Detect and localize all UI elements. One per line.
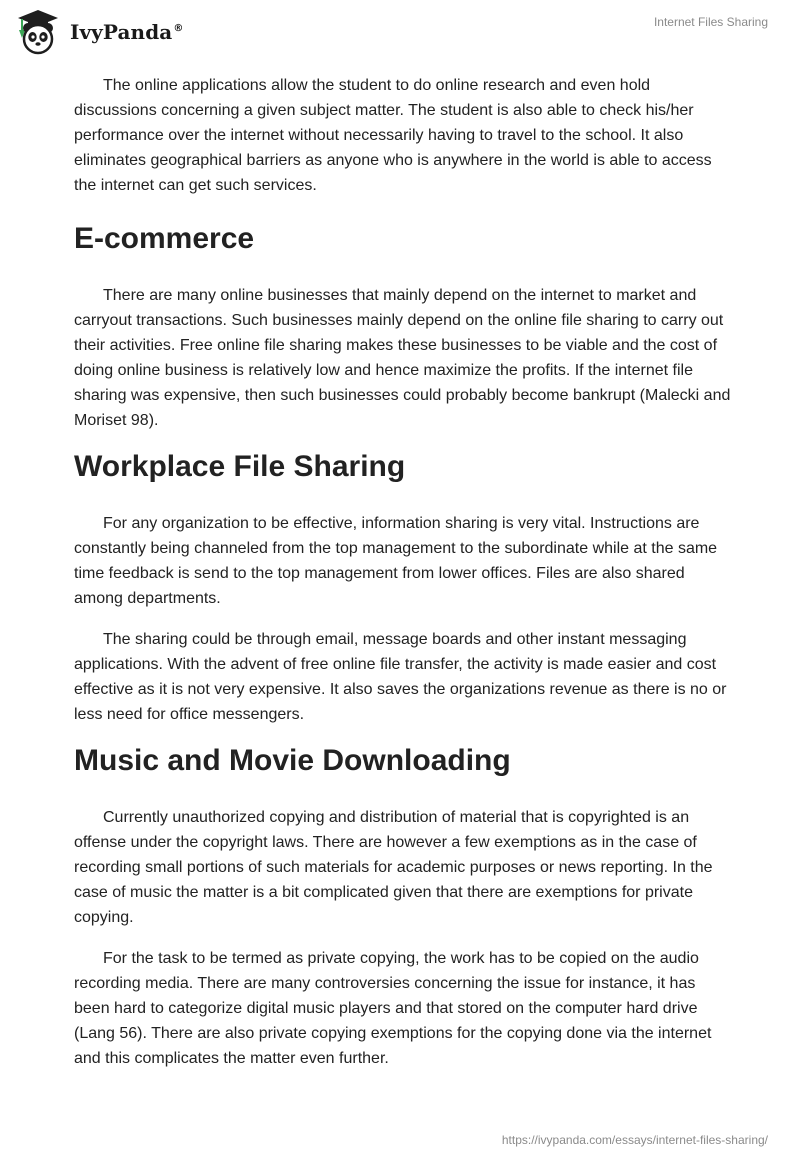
page-header <box>0 0 800 60</box>
essay-content <box>74 73 734 1087</box>
intro-paragraph: The online applications allow the student to do online research and even hold discussions concerning a given subject matter. The student is also able to check his/her performance over the internet without necessarily having to travel to the school. It also eliminates geographical barriers as anyone who is anywhere in the world is able to access the internet can get such services. <box>74 77 712 194</box>
workplace-paragraph-1: For any organization to be effective, information sharing is very vital. Instructions are constantly being channeled from the top management to the subordinate while at the same time feedback is send to the top management from lower offices. Files are also shared among departments. <box>74 515 718 607</box>
source-url[interactable]: https://ivypanda.com/essays/internet-files-sharing/ <box>501 1133 768 1147</box>
section-heading-ecommerce: E-commerce <box>74 222 255 255</box>
section-heading-music: Music and Movie Downloading <box>74 744 511 777</box>
panda-graduation-cap-icon <box>14 8 62 56</box>
music-paragraph-2: For the task to be termed as private copying, the work has to be copied on the audio recording media. There are many controversies concerning the issue for instance, it has been hard to categorize digital music players and that stored on the computer hard drive (Lang 56). There are also private copying exemptions for the copying done via the internet and this complicates the matter even further. <box>74 950 712 1067</box>
section-heading-workplace: Workplace File Sharing <box>74 450 406 483</box>
ivypanda-logo[interactable] <box>14 8 183 56</box>
workplace-paragraph-2: The sharing could be through email, message boards and other instant messaging applications. With the advent of free online file transfer, the activity is made easier and cost effective as it is not very expensive. It also saves the organizations revenue as there is no or less need for office messengers. <box>74 631 727 723</box>
music-paragraph-1: Currently unauthorized copying and distribution of material that is copyrighted is an offense under the copyright laws. There are however a few exemptions as in the case of recording small portions of such materials for academic purposes or news reporting. In the case of music the matter is a bit complicated given that there are exemptions for private copying. <box>74 809 713 926</box>
document-title: Internet Files Sharing <box>653 15 768 29</box>
brand-name: IvyPanda® <box>70 20 184 44</box>
ecommerce-paragraph-1: There are many online businesses that mainly depend on the internet to market and carryout transactions. Such businesses mainly depend on the online file sharing to carry out their activities. Free online file sharing makes these businesses to be viable and the cost of doing online business is relatively low and hence maximize the profits. If the internet file sharing was expensive, then such businesses could probably become bankrupt (Malecki and Moriset 98). <box>74 287 731 429</box>
